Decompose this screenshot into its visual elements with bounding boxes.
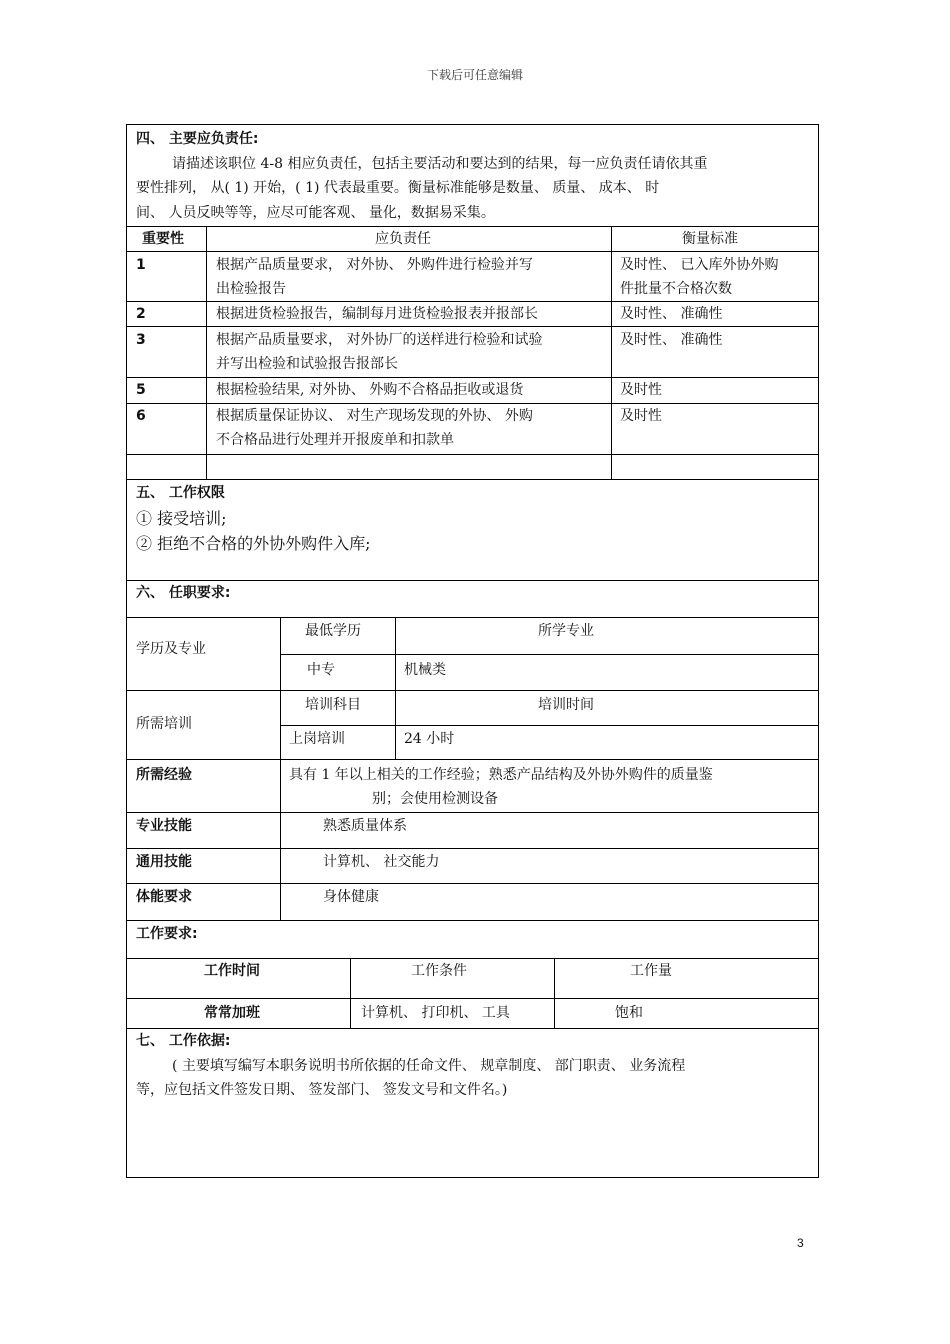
- col-importance-header: 重要性: [142, 231, 184, 247]
- min-education-value: 中专: [307, 662, 335, 678]
- section7-note-line2: 等，应包括文件签发日期、 签发部门、 签发文号和文件名。): [136, 1082, 508, 1098]
- major-value: 机械类: [404, 662, 446, 678]
- duty-row-text: 不合格品进行处理并开报废单和扣款单: [216, 432, 454, 448]
- duty-row-no: 2: [136, 306, 146, 322]
- min-education-header: 最低学历: [305, 623, 361, 639]
- section7-title: 七、 工作依据:: [136, 1033, 231, 1049]
- duty-row-no: 3: [136, 332, 146, 348]
- col-duty-header: 应负责任: [375, 231, 431, 247]
- section4-intro-line3: 间、 人员反映等等，应尽可能客观、 量化，数据易采集。: [136, 205, 495, 221]
- section4-intro-line2: 要性排列， 从( 1) 开始，( 1) 代表最重要。衡量标准能够是数量、 质量、 成本、 时: [136, 180, 660, 196]
- duty-row-standard: 及时性、 已入库外协外购: [620, 257, 779, 273]
- duty-row-no: 5: [136, 382, 146, 398]
- duty-row-text: 根据进货检验报告，编制每月进货检验报表并报部长: [216, 306, 538, 322]
- work-condition-header: 工作条件: [411, 963, 467, 979]
- duty-row-standard: 件批量不合格次数: [620, 281, 732, 297]
- authority-item: ① 接受培训;: [136, 509, 227, 528]
- education-label: 学历及专业: [136, 641, 206, 657]
- experience-value: 别；会使用检测设备: [372, 791, 498, 807]
- duty-row-text: 根据检验结果, 对外协、 外购不合格品拒收或退货: [216, 382, 524, 398]
- section7-note-line1: ( 主要填写编写本职务说明书所依据的任命文件、 规章制度、 部门职责、 业务流程: [172, 1058, 686, 1074]
- duty-row-standard: 及时性: [620, 382, 662, 398]
- training-subject-header: 培训科目: [305, 697, 361, 713]
- work-time-value: 常常加班: [204, 1005, 260, 1021]
- duty-row-standard: 及时性、 准确性: [620, 332, 723, 348]
- duty-row-text: 根据质量保证协议、 对生产现场发现的外协、 外购: [216, 408, 533, 424]
- physical-value: 身体健康: [323, 889, 379, 905]
- duty-row-text: 出检验报告: [216, 281, 286, 297]
- workload-header: 工作量: [630, 963, 672, 979]
- major-header: 所学专业: [538, 623, 594, 639]
- workload-value: 饱和: [615, 1005, 643, 1021]
- work-condition-value: 计算机、 打印机、 工具: [361, 1005, 510, 1021]
- section4-title: 四、 主要应负责任:: [136, 131, 259, 147]
- duty-row-text: 根据产品质量要求， 对外协、 外购件进行检验并写: [216, 257, 533, 273]
- duty-row-no: 1: [136, 257, 146, 273]
- col-standard-header: 衡量标准: [682, 231, 738, 247]
- section5-title: 五、 工作权限: [136, 485, 225, 501]
- experience-label: 所需经验: [136, 767, 192, 783]
- job-description-form: [126, 124, 819, 1178]
- professional-skill-label: 专业技能: [136, 818, 192, 834]
- training-time-value: 24 小时: [404, 731, 455, 747]
- section6-title: 六、 任职要求:: [136, 585, 231, 601]
- duty-row-standard: 及时性、 准确性: [620, 306, 723, 322]
- work-requirements-title: 工作要求:: [136, 926, 198, 942]
- work-time-header: 工作时间: [204, 963, 260, 979]
- training-label: 所需培训: [136, 716, 192, 732]
- page-number: 3: [797, 1236, 804, 1250]
- training-time-header: 培训时间: [538, 697, 594, 713]
- physical-label: 体能要求: [136, 889, 192, 905]
- general-skill-value: 计算机、 社交能力: [323, 854, 440, 870]
- experience-value: 具有 1 年以上相关的工作经验；熟悉产品结构及外协外购件的质量鉴: [289, 767, 713, 783]
- general-skill-label: 通用技能: [136, 854, 192, 870]
- professional-skill-value: 熟悉质量体系: [323, 818, 407, 834]
- section4-intro-line1: 请描述该职位 4-8 相应负责任，包括主要活动和要达到的结果，每一应负责任请依其重: [172, 156, 708, 172]
- duty-row-text: 并写出检验和试验报告报部长: [216, 356, 398, 372]
- page-header: 下载后可任意编辑: [426, 68, 523, 82]
- training-subject-value: 上岗培训: [289, 731, 345, 747]
- duty-row-text: 根据产品质量要求， 对外协厂的送样进行检验和试验: [216, 332, 543, 348]
- duty-row-standard: 及时性: [620, 408, 662, 424]
- duty-row-no: 6: [136, 408, 146, 424]
- authority-item: ② 拒绝不合格的外协外购件入库;: [136, 534, 371, 553]
